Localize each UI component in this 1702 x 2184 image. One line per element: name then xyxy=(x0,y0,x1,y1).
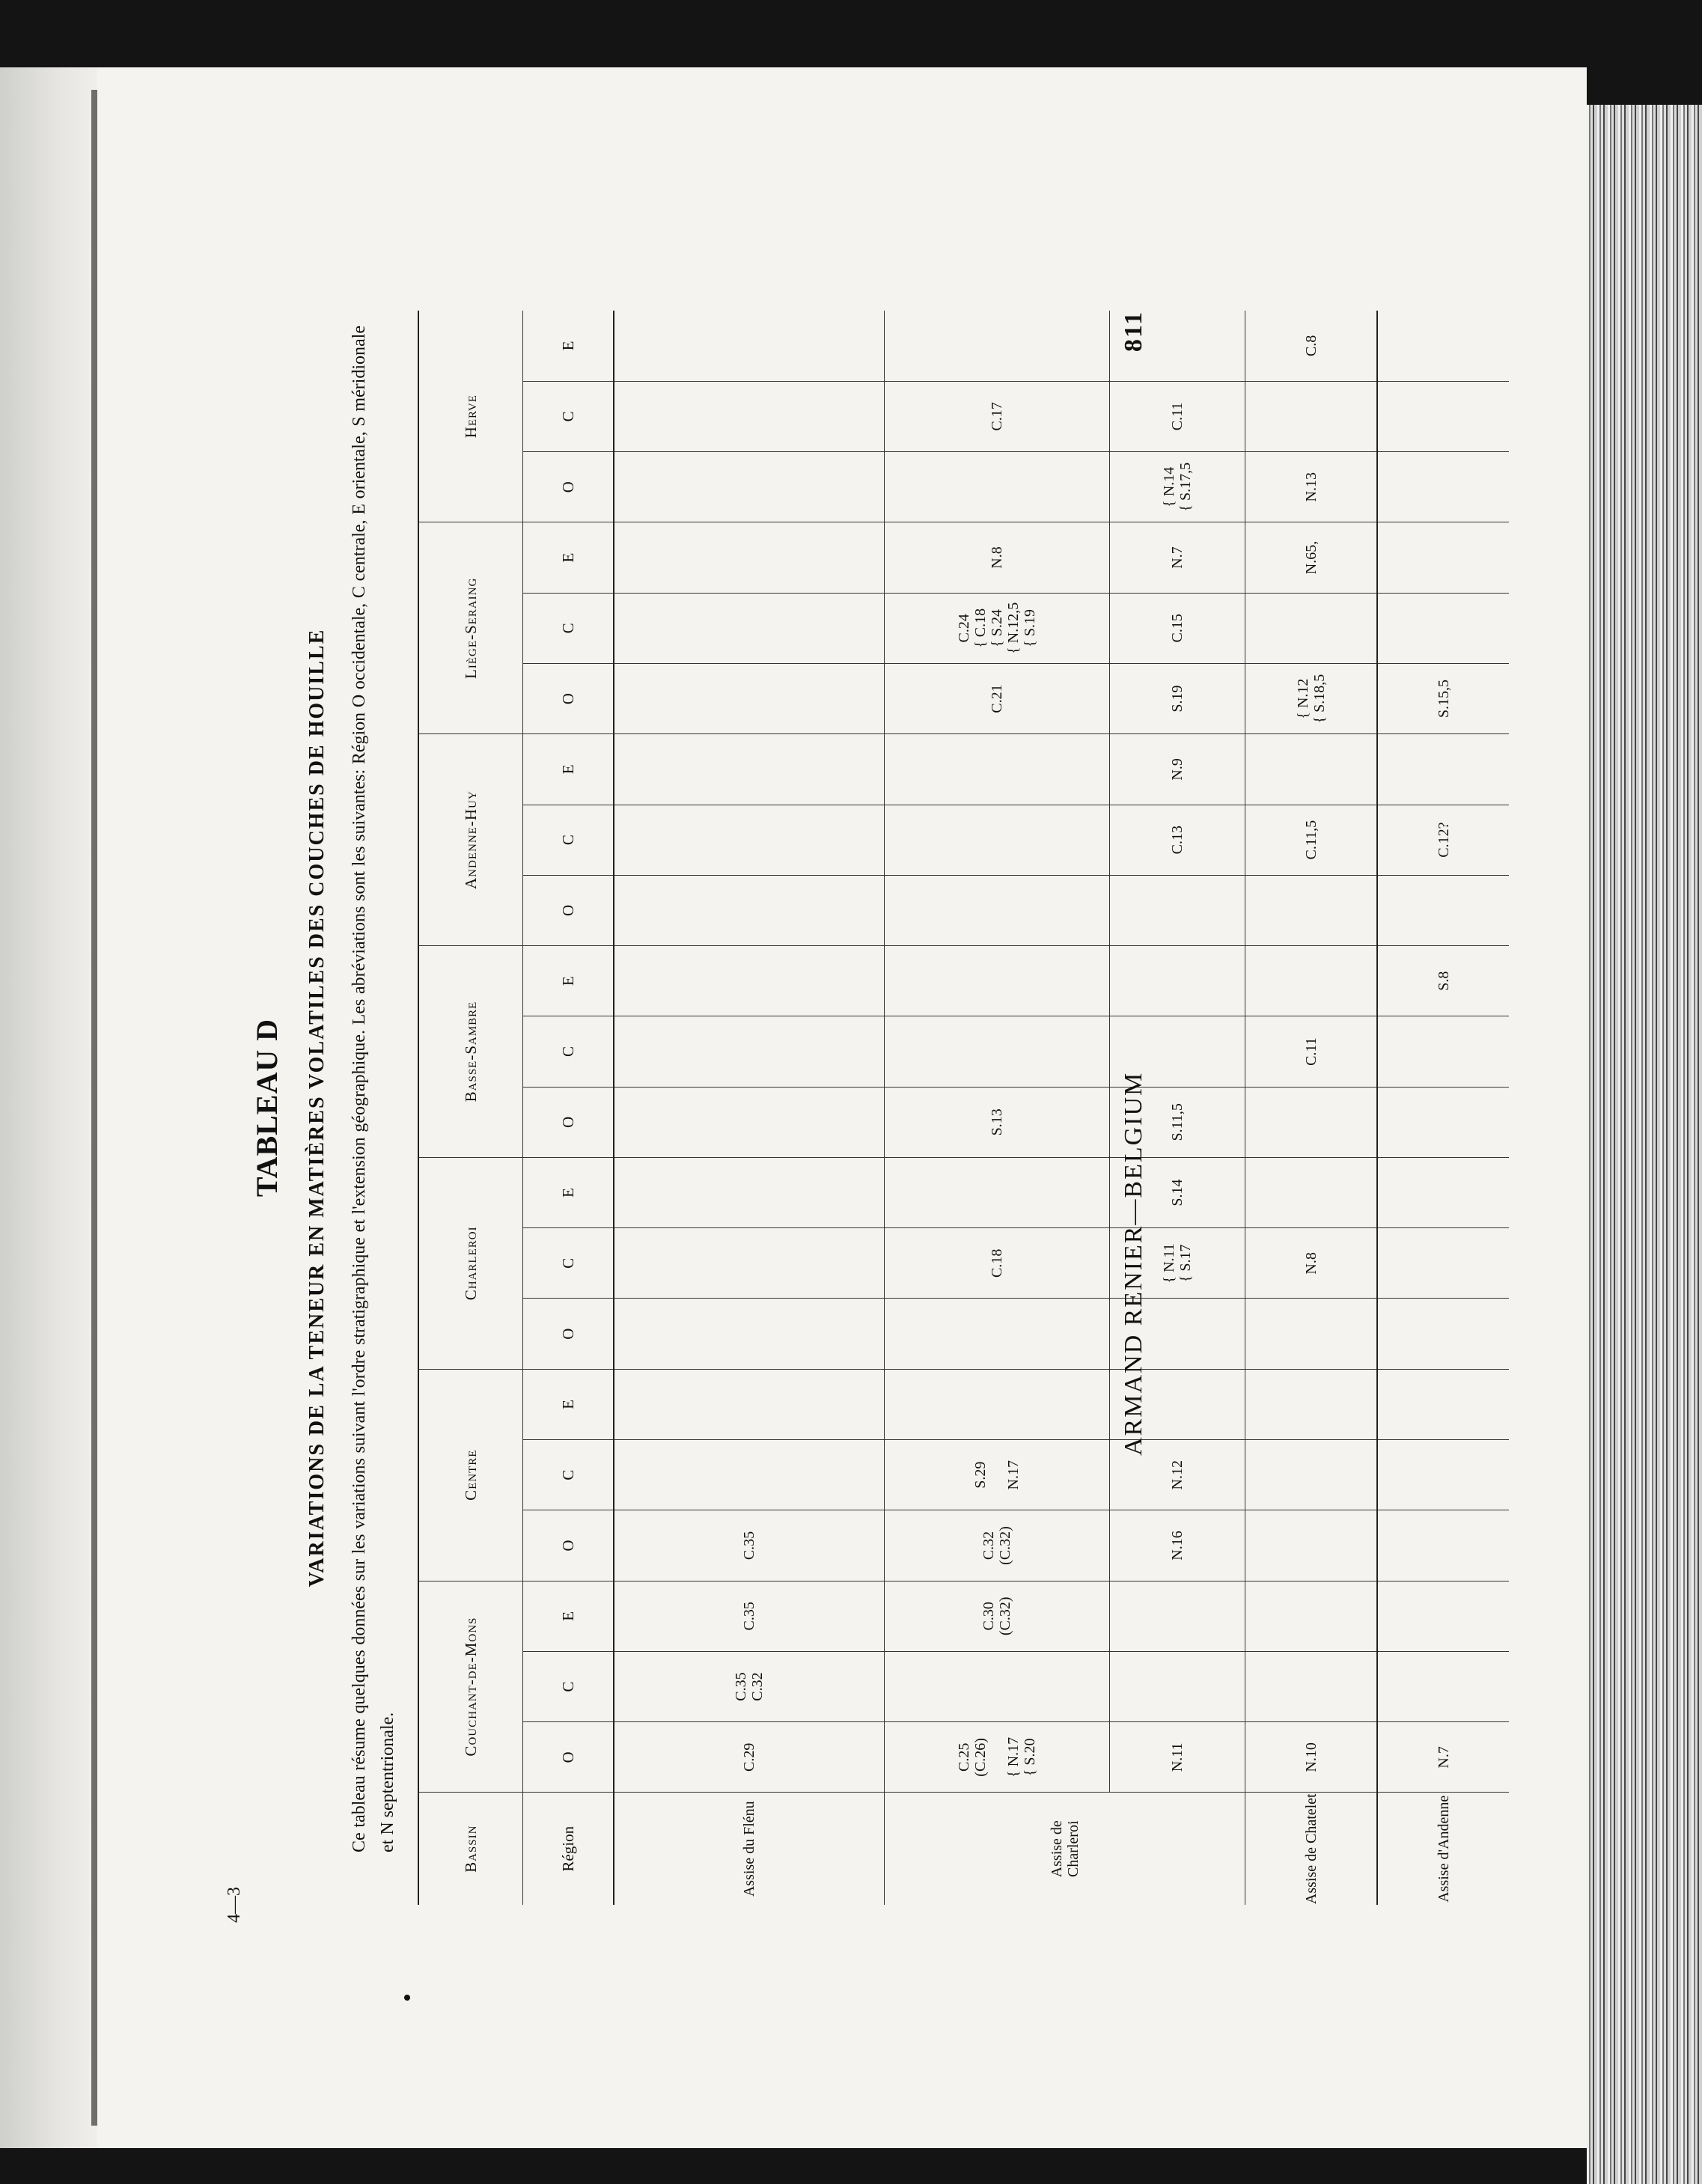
subregion-header: E xyxy=(523,522,614,593)
table-cell xyxy=(1377,875,1509,945)
table-cell xyxy=(1377,1087,1509,1157)
rotated-content xyxy=(249,311,1452,1905)
table-cell: { N.12 { S.18,5 xyxy=(1245,663,1378,733)
table-cell xyxy=(1377,593,1509,663)
subregion-header: C xyxy=(523,1016,614,1087)
table-cell xyxy=(614,663,885,733)
table-row xyxy=(1245,311,1378,1905)
table-cell: { N.14 { S.17,5 xyxy=(1110,452,1245,522)
table-cell xyxy=(614,311,885,381)
table-cell xyxy=(1377,1510,1509,1581)
table-cell: S.8 xyxy=(1377,946,1509,1016)
table-cell: N.16 xyxy=(1110,1510,1245,1581)
table-cell xyxy=(1377,1228,1509,1299)
subregion-header: O xyxy=(523,663,614,733)
table-cell xyxy=(1377,1651,1509,1721)
table-cell xyxy=(885,1651,1110,1721)
table-cell: S.13 xyxy=(885,1087,1110,1157)
subregion-header: E xyxy=(523,1369,614,1439)
table-cell xyxy=(614,1087,885,1157)
table-cell: C.15 xyxy=(1110,593,1245,663)
table-cell xyxy=(1377,522,1509,593)
table-cell xyxy=(885,1299,1110,1369)
subregion-header: O xyxy=(523,1299,614,1369)
table-cell xyxy=(614,381,885,451)
table-cell: N.8 xyxy=(885,522,1110,593)
table-cell xyxy=(1377,1440,1509,1510)
table-cell xyxy=(614,734,885,805)
table-cell xyxy=(1377,1299,1509,1369)
region-header: Région xyxy=(523,1793,614,1905)
table-cell: N.13 xyxy=(1245,452,1378,522)
volatile-matter-table xyxy=(418,311,1509,1905)
row-label: Assise de Chatelet xyxy=(1245,1793,1378,1905)
gutter-shadow xyxy=(91,90,97,2126)
table-cell: N.10 xyxy=(1245,1722,1378,1793)
table-cell xyxy=(885,1016,1110,1087)
table-cell xyxy=(885,452,1110,522)
table-row xyxy=(1377,311,1509,1905)
table-cell xyxy=(614,522,885,593)
table-cell xyxy=(1245,1299,1378,1369)
row-label: Assise d'Andenne xyxy=(1377,1793,1509,1905)
table-cell: N.7 xyxy=(1110,522,1245,593)
table-cell xyxy=(614,1369,885,1439)
table-cell xyxy=(614,805,885,875)
table-cell xyxy=(1245,1369,1378,1439)
page-stack-edge xyxy=(1587,105,1702,2184)
subregion-header: O xyxy=(523,452,614,522)
subregion-header: C xyxy=(523,805,614,875)
basin-header: Centre xyxy=(418,1369,523,1581)
subregion-header: C xyxy=(523,381,614,451)
table-row xyxy=(885,311,1110,1905)
subregion-header: E xyxy=(523,946,614,1016)
subregion-header: C xyxy=(523,593,614,663)
table-cell xyxy=(885,1157,1110,1227)
table-cell xyxy=(614,452,885,522)
row-label: Assise du Flénu xyxy=(614,1793,885,1905)
table-cell xyxy=(1245,593,1378,663)
table-cell xyxy=(1245,1651,1378,1721)
table-cell: N.7 xyxy=(1377,1722,1509,1793)
subregion-header: E xyxy=(523,1581,614,1651)
table-title: TABLEAU D xyxy=(250,1018,284,1198)
table-cell: C.13 xyxy=(1110,805,1245,875)
table-cell xyxy=(614,593,885,663)
table-cell xyxy=(1245,1581,1378,1651)
table-cell xyxy=(885,805,1110,875)
basin-header: Charleroi xyxy=(418,1157,523,1369)
table-cell xyxy=(1245,1510,1378,1581)
table-cell: C.29 xyxy=(614,1722,885,1793)
folio-mark: 4—3 xyxy=(225,1887,244,1923)
subregion-header: C xyxy=(523,1440,614,1510)
table-cell: S.19 xyxy=(1110,663,1245,733)
row-label: Assise de Charleroi xyxy=(885,1793,1245,1905)
table-cell xyxy=(885,1369,1110,1439)
table-cell xyxy=(1377,1016,1509,1087)
table-cell: C.35 xyxy=(614,1581,885,1651)
table-row xyxy=(614,311,885,1905)
table-cell xyxy=(614,875,885,945)
bassin-header: Bassin xyxy=(418,1793,523,1905)
table-cell xyxy=(1377,1369,1509,1439)
table-cell: N.9 xyxy=(1110,734,1245,805)
table-cell xyxy=(1377,452,1509,522)
table-cell xyxy=(614,1228,885,1299)
basin-header: Couchant-de-Mons xyxy=(418,1581,523,1793)
table-cell xyxy=(1245,946,1378,1016)
table-cell xyxy=(885,875,1110,945)
page-number: 811 xyxy=(1120,311,1147,353)
basin-header: Liège-Seraing xyxy=(418,522,523,734)
table-cell: C.11,5 xyxy=(1245,805,1378,875)
table-cell: C.12? xyxy=(1377,805,1509,875)
table-cell: C.35 xyxy=(614,1510,885,1581)
table-cell xyxy=(1245,734,1378,805)
table-cell xyxy=(1245,1440,1378,1510)
subregion-header: O xyxy=(523,1510,614,1581)
table-cell xyxy=(1245,1087,1378,1157)
table-cell: C.30 (C.32) xyxy=(885,1581,1110,1651)
subregion-header: O xyxy=(523,1087,614,1157)
table-cell xyxy=(614,1299,885,1369)
table-cell xyxy=(885,734,1110,805)
table-cell xyxy=(614,1440,885,1510)
table-cell: C.17 xyxy=(885,381,1110,451)
table-cell: N.8 xyxy=(1245,1228,1378,1299)
subregion-header: E xyxy=(523,1157,614,1227)
table-cell: S.11,5 xyxy=(1110,1087,1245,1157)
table-note: Ce tableau résume quelques données sur les variations suivant l'ordre stratigraphique et l'extension géographique. Les abréviations sont les suivantes: Région O occidentale, C centrale, E orientale, S méridionale et N septentrionale. xyxy=(350,326,397,1852)
table-cell: S.29 N.17 xyxy=(885,1440,1110,1510)
table-cell: S.14 xyxy=(1110,1157,1245,1227)
basin-header: Herve xyxy=(418,311,523,522)
table-cell: N.11 xyxy=(1110,1722,1245,1793)
table-cell: C.11 xyxy=(1245,1016,1378,1087)
table-cell xyxy=(614,946,885,1016)
table-cell xyxy=(1377,1157,1509,1227)
table-cell: C.35 C.32 xyxy=(614,1651,885,1721)
basin-header: Basse-Sambre xyxy=(418,946,523,1158)
table-cell xyxy=(614,1016,885,1087)
running-header xyxy=(1120,311,1165,1905)
table-cell xyxy=(614,1157,885,1227)
table-cell: C.21 xyxy=(885,663,1110,733)
table-cell xyxy=(885,946,1110,1016)
table-cell: C.18 xyxy=(885,1228,1110,1299)
table-cell: C.8 xyxy=(1245,311,1378,381)
ink-speck xyxy=(404,1995,410,2001)
subregion-header: O xyxy=(523,1722,614,1793)
table-cell xyxy=(1245,1157,1378,1227)
table-cell xyxy=(885,311,1110,381)
table-cell: C.24 { C.18 { S.24 { N.12,5 { S.19 xyxy=(885,593,1110,663)
table-cell xyxy=(1377,381,1509,451)
table-cell xyxy=(1377,734,1509,805)
table-cell: C.32 (C.32) xyxy=(885,1510,1110,1581)
table-cell: C.11 xyxy=(1110,381,1245,451)
table-cell: N.12 xyxy=(1110,1440,1245,1510)
table-cell xyxy=(1245,381,1378,451)
binding-gutter xyxy=(0,67,97,2148)
table-cell: S.15,5 xyxy=(1377,663,1509,733)
subregion-header: E xyxy=(523,734,614,805)
table-cell xyxy=(1245,875,1378,945)
subregion-header: E xyxy=(523,311,614,381)
table-cell: { N.11 { S.17 xyxy=(1110,1228,1245,1299)
table-cell: C.25 (C.26) { N.17 { S.20 xyxy=(885,1722,1110,1793)
running-head: ARMAND RENIER—BELGIUM xyxy=(1120,1071,1147,1456)
subregion-header: O xyxy=(523,875,614,945)
table-cell: N.65, xyxy=(1245,522,1378,593)
table-subtitle: VARIATIONS DE LA TENEUR EN MATIÈRES VOLATILES DES COUCHES DE HOUILLE xyxy=(305,628,329,1587)
subregion-header: C xyxy=(523,1228,614,1299)
table-cell xyxy=(1377,1581,1509,1651)
basin-header: Andenne-Huy xyxy=(418,734,523,946)
table-cell xyxy=(1377,311,1509,381)
subregion-header: C xyxy=(523,1651,614,1721)
